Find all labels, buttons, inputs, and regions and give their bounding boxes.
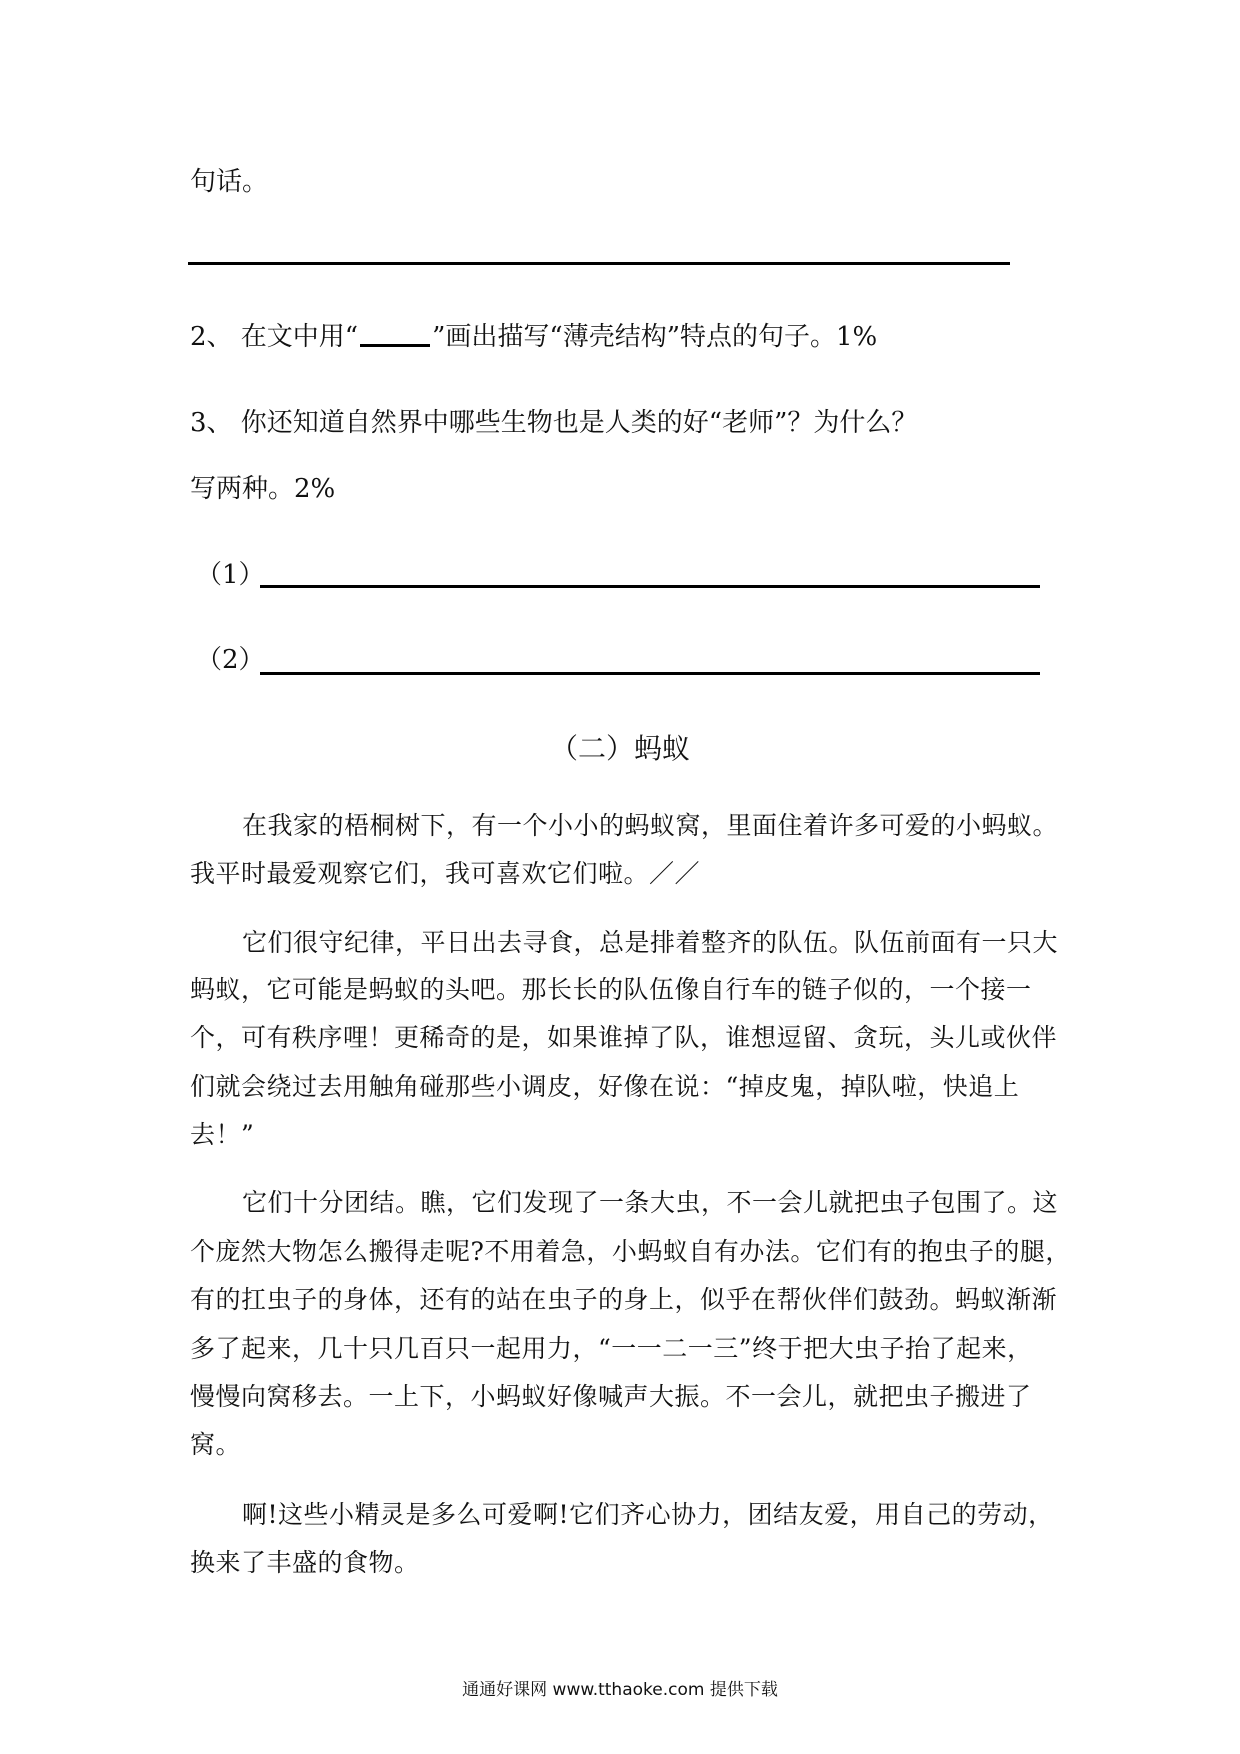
paragraph-1-line-1: 在我家的梧桐树下，有一个小小的蚂蚁窝，里面住着许多可爱的小蚂蚁。 [242, 811, 1059, 840]
answer-1-label: （1） [196, 560, 265, 590]
paragraph-4-line-1: 啊!这些小精灵是多么可爱啊!它们齐心协力，团结友爱，用自己的劳动， [242, 1500, 1054, 1529]
footer-credit: 通通好课网 www.tthaoke.com 提供下载 [462, 1680, 778, 1700]
paragraph-3-line-3: 有的扛虫子的身体，还有的站在虫子的身上，似乎在帮伙伴们鼓劲。蚂蚁渐渐 [190, 1285, 1058, 1314]
paragraph-2-line-4: 们就会绕过去用触角碰那些小调皮，好像在说：“掉皮鬼，掉队啦，快追上 [190, 1072, 1020, 1101]
paragraph-4-line-2: 换来了丰盛的食物。 [190, 1548, 420, 1577]
paragraph-1-line-2: 我平时最爱观察它们，我可喜欢它们啦。／／ [190, 859, 701, 888]
answer-2-line [260, 672, 1040, 675]
question-3-line-1: 3、 你还知道自然界中哪些生物也是人类的好“老师”？为什么？ [190, 408, 918, 438]
paragraph-2-line-1: 它们很守纪律，平日出去寻食，总是排着整齐的队伍。队伍前面有一只大 [242, 928, 1059, 957]
paragraph-3-line-1: 它们十分团结。瞧，它们发现了一条大虫，不一会儿就把虫子包围了。这 [242, 1188, 1059, 1217]
paragraph-3-line-4: 多了起来，几十只几百只一起用力，“一一二一三”终于把大虫子抬了起来， [190, 1334, 1033, 1363]
question-2-suffix: ”画出描写“薄壳结构”特点的句子。1% [432, 322, 878, 352]
question-2 [190, 318, 877, 354]
question-2-prefix: 2、 在文中用“ [190, 322, 359, 352]
paragraph-3-line-2: 个庞然大物怎么搬得走呢?不用着急，小蚂蚁自有办法。它们有的抱虫子的腿， [190, 1237, 1071, 1266]
question-1-tail: 句话。 [190, 167, 269, 197]
paragraph-2-line-5: 去！” [190, 1120, 255, 1149]
paragraph-3-line-5: 慢慢向窝移去。一上下，小蚂蚁好像喊声大振。不一会儿，就把虫子搬进了 [190, 1382, 1032, 1411]
answer-1-line [260, 585, 1040, 588]
paragraph-2-line-3: 个，可有秩序哩！更稀奇的是，如果谁掉了队，谁想逗留、贪玩，头儿或伙伴 [190, 1023, 1058, 1052]
section-title: （二）蚂蚁 [549, 732, 690, 765]
question-1-answer-line [188, 262, 1010, 265]
question-3-line-2: 写两种。2% [190, 474, 336, 504]
paragraph-3-line-6: 窝。 [190, 1430, 242, 1459]
underline-sample [360, 318, 430, 347]
answer-2-label: （2） [196, 645, 265, 675]
paragraph-2-line-2: 蚂蚁，它可能是蚂蚁的头吧。那长长的队伍像自行车的链子似的，一个接一 [190, 975, 1032, 1004]
